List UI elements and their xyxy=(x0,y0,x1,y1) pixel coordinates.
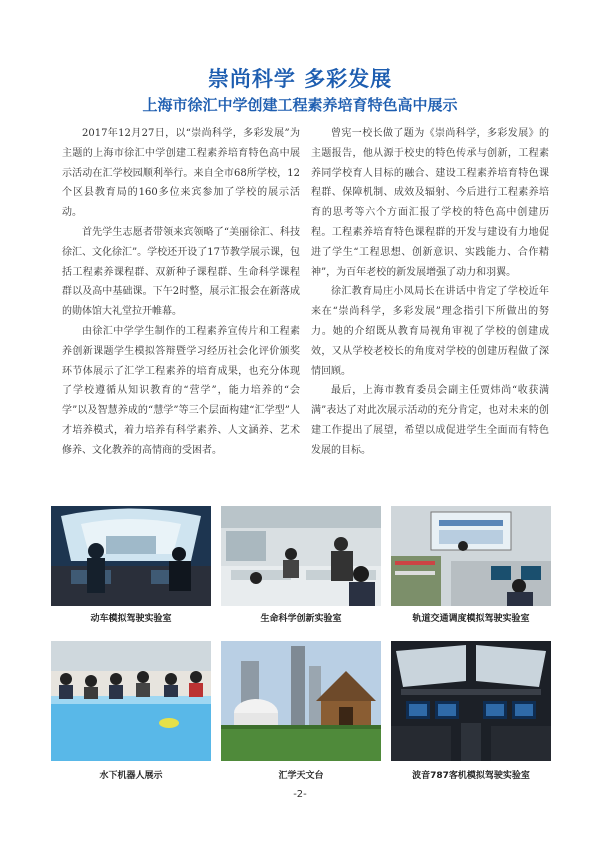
paragraph: 曾宪一校长做了题为《崇尚科学，多彩发展》的主题报告，他从源于校史的特色传承与创新，工程素养同学校育人目标的融合、建设工程素养培育特色课程群、保障机制、成效及辐射、今后进行工程素养培育的思考等六个方面汇报了学校的特色高中创建历程。工程素养培育特色课程群的开发与建设有力地促进了学生“工程思想、创新意识、实践能力、合作精神”，为百年老校的新发展增强了动力和羽翼。 xyxy=(311,128,549,278)
rail-dispatch-lab-photo xyxy=(391,506,551,606)
paragraph: 最后，上海市教育委员会副主任贾炜尚“收获满满”表达了对此次展示活动的充分肯定，也对未来的创建工作提出了展望，希望以成促进学生全面而有特色发展的目标。 xyxy=(311,385,549,456)
underwater-robot-photo xyxy=(51,641,211,761)
left-text-column xyxy=(62,124,300,461)
page-number: -2- xyxy=(293,789,307,800)
paragraph: 首先学生志愿者带领来宾领略了“美丽徐汇、科技徐汇、文化徐汇”。学校还开设了17节教学展示课，包括工程素养课程群、双新种子课程群、生命科学课程群以及高中基础课。下午2时整，展示汇报会在新落成的勋体馆大礼堂拉开帷幕。 xyxy=(62,226,300,318)
boeing-cockpit-photo xyxy=(391,641,551,761)
observatory-photo xyxy=(221,641,381,761)
photo-caption: 轨道交通调度模拟驾驶实验室 xyxy=(412,614,530,624)
photo-caption: 汇学天文台 xyxy=(278,771,324,781)
photo-caption: 动车模拟驾驶实验室 xyxy=(90,614,172,624)
photo-caption: 波音787客机模拟驾驶实验室 xyxy=(412,771,530,781)
photo-caption: 生命科学创新实验室 xyxy=(260,614,342,624)
paragraph: 徐汇教育局庄小凤局长在讲话中肯定了学校近年来在“崇尚科学，多彩发展”理念指引下所做出的努力。她的介绍既从教育局视角审视了学校的创建成效，又从学校老校长的角度对学校的创建历程做了深情回顾。 xyxy=(311,286,549,377)
photo-caption: 水下机器人展示 xyxy=(99,771,163,781)
right-text-column xyxy=(311,124,549,461)
paragraph: 2017年12月27日，以“崇尚科学，多彩发展”为主题的上海市徐汇中学创建工程素养培育特色高中展示活动在汇学校园顺利举行。来自全市68所学校，12个区县教育局的160多位来宾参加了学校的展示活动。 xyxy=(62,128,300,219)
page-subtitle: 上海市徐汇中学创建工程素养培育特色高中展示 xyxy=(142,96,458,114)
paragraph: 由徐汇中学学生制作的工程素养宣传片和工程素养创新课题学生模拟答辩暨学习经历社会化评价颁奖环节体展示了汇学工程素养的培育成果，也充分体现了学校遵循从知识教育的“营学”，能力培养的“会学”以及智慧养成的“慧学”等三个层面构建“汇学型”人才培养模式，着力培养有科学素养、人文涵养、艺术修养、文化教养的高情商的受困者。 xyxy=(62,325,300,456)
life-science-lab-photo xyxy=(221,506,381,606)
page-title: 崇尚科学 多彩发展 xyxy=(207,66,393,91)
train-simulator-photo xyxy=(51,506,211,606)
